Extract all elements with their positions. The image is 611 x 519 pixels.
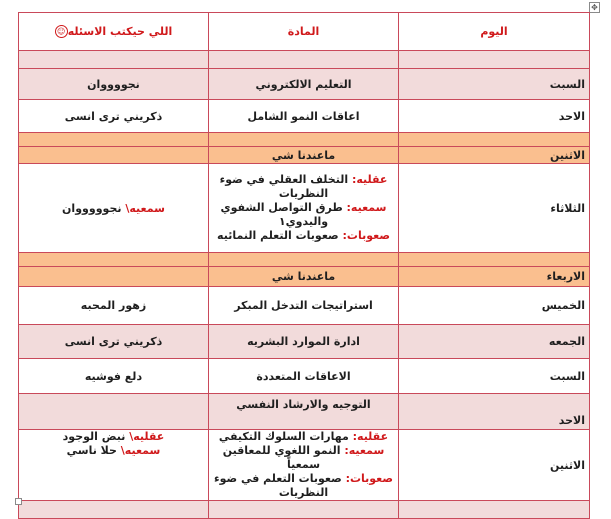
- header-day: اليوم: [399, 13, 590, 51]
- row-subject: ماعندنا شي: [209, 147, 399, 164]
- table-row: [19, 394, 590, 430]
- row-subject: التعليم الالكتروني: [209, 69, 399, 100]
- header-subject: المادة: [209, 13, 399, 51]
- row-question-writer: دلع فوشيه: [19, 359, 209, 394]
- track-label: صعوبات:: [342, 229, 390, 242]
- table-row: [19, 430, 590, 501]
- track-label: عقليه:: [351, 173, 388, 186]
- row-day: الاثنين: [399, 147, 590, 164]
- spacer-row: [19, 253, 590, 267]
- row-question-writer: [19, 164, 209, 253]
- table-row: [19, 147, 590, 164]
- row-subject: ادارة الموارد البشريه: [209, 325, 399, 359]
- row-question-writer: [19, 147, 209, 164]
- spacer-row: [19, 133, 590, 147]
- track-label: عقليه\: [129, 430, 165, 443]
- table-row: [19, 359, 590, 394]
- row-subject-multi: [209, 430, 399, 501]
- table-row: [19, 100, 590, 133]
- row-question-writer: ذكريني ترى انسى: [19, 100, 209, 133]
- table-header-row: [19, 13, 590, 51]
- row-question-writer: [19, 267, 209, 287]
- row-day: الاثنين: [399, 430, 590, 501]
- spacer-row: [19, 51, 590, 69]
- table-move-handle-icon[interactable]: ✥: [589, 2, 600, 13]
- table-row: [19, 287, 590, 325]
- header-question-writer: [19, 13, 209, 51]
- row-question-writer-name: نجوووووان: [62, 201, 126, 215]
- hearing-track-label: سمعيه\: [125, 201, 165, 215]
- row-day: السبت: [399, 69, 590, 100]
- row-day: الجمعه: [399, 325, 590, 359]
- row-subject: التوجيه والارشاد النفسي: [209, 394, 399, 430]
- row-subject-multi: [209, 164, 399, 253]
- row-day: الثلاثاء: [399, 164, 590, 253]
- row-question-writer-name: حلا ناسي: [66, 444, 121, 457]
- row-subject: اعاقات النمو الشامل: [209, 100, 399, 133]
- track-subject: واليدوي١: [278, 215, 329, 228]
- track-label: سمعيه\: [120, 444, 161, 457]
- row-day: السبت: [399, 359, 590, 394]
- table-row: [19, 325, 590, 359]
- track-subject: طرق التواصل الشفوي: [220, 201, 347, 214]
- track-label: عقليه:: [352, 430, 389, 443]
- track-subject: النظريات: [278, 187, 329, 200]
- schedule-table: [18, 12, 590, 519]
- row-day: الخميس: [399, 287, 590, 325]
- track-subject: النمو اللغوي للمعاقين سمعياً: [222, 444, 345, 471]
- row-question-writer: [19, 394, 209, 430]
- table-row: [19, 267, 590, 287]
- row-question-writer-name: نبض الوجود: [62, 430, 130, 443]
- track-subject: صعوبات التعلم في ضوء: [213, 472, 346, 485]
- paragraph-end-marker: [15, 498, 22, 505]
- table-row: [19, 164, 590, 253]
- track-label: سمعيه:: [346, 201, 387, 214]
- row-subject: الاعاقات المتعددة: [209, 359, 399, 394]
- row-day: الاحد: [399, 394, 590, 430]
- spacer-row: [19, 501, 590, 519]
- row-question-writer-multi: [19, 430, 209, 501]
- track-subject: مهارات السلوك التكيفي: [218, 430, 353, 443]
- smiley-icon: ☺: [55, 25, 68, 38]
- track-subject: التخلف العقلي في ضوء: [219, 173, 352, 186]
- row-day: الاحد: [399, 100, 590, 133]
- row-question-writer: نجووووان: [19, 69, 209, 100]
- track-label: سمعيه:: [344, 444, 385, 457]
- header-question-writer-label: اللي حيكتب الاسئله: [67, 24, 173, 38]
- track-label: صعوبات:: [345, 472, 394, 485]
- table-row: [19, 69, 590, 100]
- row-day: الاربعاء: [399, 267, 590, 287]
- row-subject: ماعندنا شي: [209, 267, 399, 287]
- row-question-writer: ذكريني ترى انسى: [19, 325, 209, 359]
- track-subject: النظريات: [278, 486, 329, 499]
- row-subject: استراتيجات التدخل المبكر: [209, 287, 399, 325]
- track-subject: صعوبات التعلم النمائيه: [217, 229, 343, 242]
- row-question-writer: زهور المحبه: [19, 287, 209, 325]
